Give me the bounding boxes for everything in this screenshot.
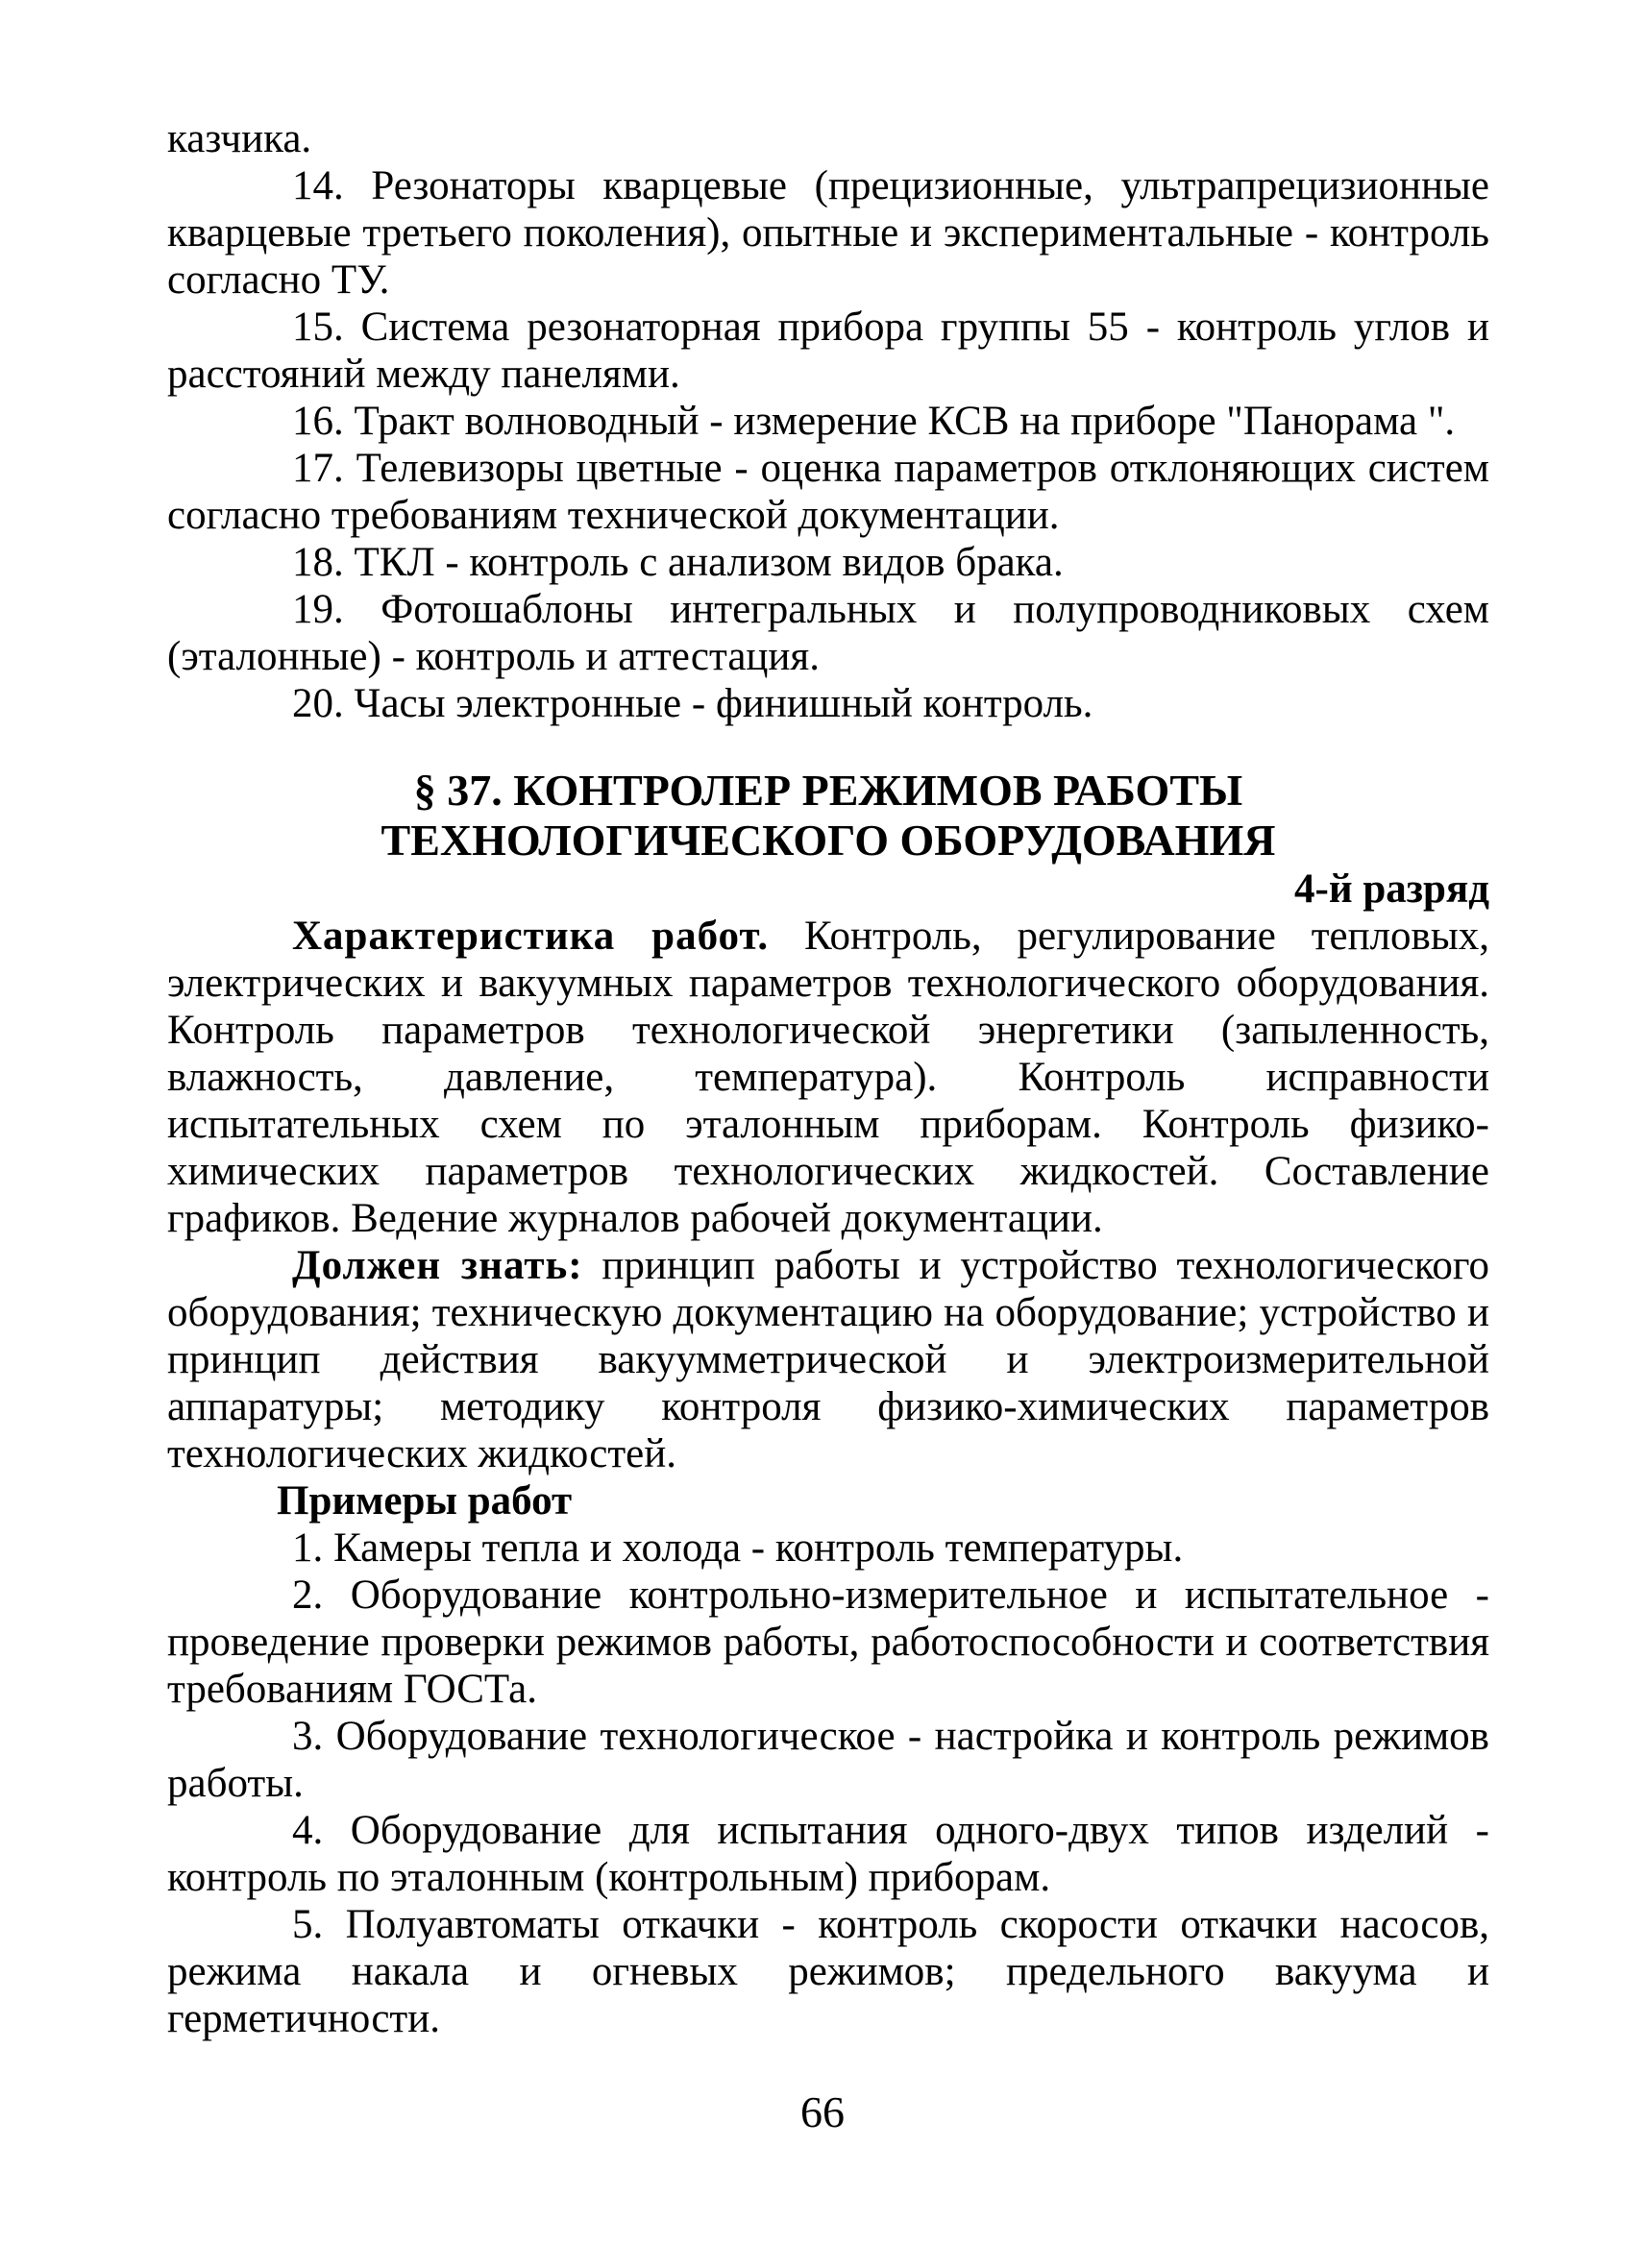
page-number: 66: [800, 2087, 845, 2136]
characteristics-paragraph: [167, 913, 1489, 1242]
grade-label: 4-й разряд: [1294, 866, 1489, 912]
list-item-16: 16. Тракт волноводный - измерение КСВ на приборе "Панорама ".: [292, 399, 1456, 444]
page-body: [167, 115, 1489, 2042]
examples-heading: Примеры работ: [277, 1478, 573, 1524]
example-item-2: 2. Оборудование контрольно-измерительное и испытательное - проведение проверки режимов работы, работоспособности и соответствия требованиям ГОСТа.: [167, 1573, 1489, 1712]
list-item-18: 18. ТКЛ - контроль с анализом видов брака.: [292, 540, 1064, 585]
example-item-4: 4. Оборудование для испытания одного-двух типов изделий - контроль по эталонным (контрольным) приборам.: [167, 1808, 1489, 1900]
list-item-14: 14. Резонаторы кварцевые (прецизионные, ультрапрецизионные кварцевые третьего поколения), опытные и экспериментальные - контроль согласно ТУ.: [167, 163, 1489, 303]
list-item-17: 17. Телевизоры цветные - оценка параметров отклоняющих систем согласно требованиям технической документации.: [167, 446, 1489, 538]
list-item-20: 20. Часы электронные - финишный контроль.: [292, 681, 1093, 726]
example-item-1: 1. Камеры тепла и холода - контроль температуры.: [292, 1525, 1184, 1571]
knowledge-text: принцип работы и устройство технологического оборудования; техническую документацию на оборудование; устройство и принцип действия вакуумметрической и электроизмерительной аппаратуры; методику контроля физико-химических параметров технологических жидкостей.: [167, 1243, 1489, 1476]
section-title: [167, 766, 1489, 866]
continuation-line: казчика.: [167, 116, 312, 161]
section-title-line-2: ТЕХНОЛОГИЧЕСКОГО ОБОРУДОВАНИЯ: [381, 816, 1276, 865]
section-title-line-1: § 37. КОНТРОЛЕР РЕЖИМОВ РАБОТЫ: [413, 766, 1243, 815]
knowledge-label: Должен знать:: [292, 1243, 583, 1288]
characteristics-label: Характеристика работ.: [292, 914, 770, 959]
example-item-3: 3. Оборудование технологическое - настройка и контроль режимов работы.: [167, 1714, 1489, 1806]
list-item-19: 19. Фотошаблоны интегральных и полупроводниковых схем (эталонные) - контроль и аттестация.: [167, 587, 1489, 679]
example-item-5: 5. Полуавтоматы откачки - контроль скорости откачки насосов, режима накала и огневых режимов; предельного вакуума и герметичности.: [167, 1902, 1489, 2041]
characteristics-text: Контроль, регулирование тепловых, электрических и вакуумных параметров технологического оборудования. Контроль параметров технологической энергетики (запыленность, влажность, давление, температура). Контроль исправности испытательных схем по эталонным приборам. Контроль физико-химических параметров технологических жидкостей. Составление графиков. Ведение журналов рабочей документации.: [167, 914, 1489, 1241]
knowledge-paragraph: [167, 1242, 1489, 1477]
list-item-15: 15. Система резонаторная прибора группы 55 - контроль углов и расстояний между панелями.: [167, 305, 1489, 397]
